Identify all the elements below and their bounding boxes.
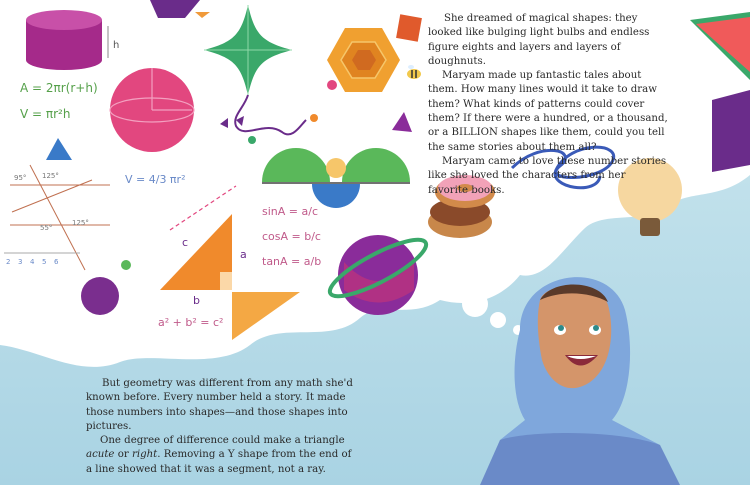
- svg-text:6: 6: [54, 258, 59, 266]
- dot-orange: [310, 114, 318, 122]
- story-text-bottom: [86, 377, 356, 477]
- angle-label-125-top: 125°: [42, 172, 59, 180]
- svg-text:5: 5: [42, 258, 47, 266]
- maryam-character: [480, 277, 680, 485]
- pink-sphere: [110, 68, 194, 152]
- story-text-top: [428, 12, 668, 198]
- dot-pink: [327, 80, 337, 90]
- side-a-label: a: [240, 248, 247, 261]
- dot-green: [248, 136, 256, 144]
- formula-tan: tanA = a/b: [262, 255, 322, 268]
- story-paragraph: One degree of difference could make a triangle acute or right. Removing a Y shape from the end of a line showed that it was a segment, not a ray.: [86, 435, 352, 475]
- story-paragraph: She dreamed of magical shapes: they looked like bulging light bulbs and endless figure eights and layers and layers of doughnuts.: [428, 13, 650, 67]
- formula-pythagoras: a² + b² = c²: [158, 316, 224, 329]
- angle-label-55: 55°: [40, 224, 53, 232]
- story-paragraph: But geometry was different from any math she'd known before. Every number held a story. It made those numbers into shapes—and those shapes into pictures.: [86, 378, 353, 432]
- formula-sphere-area: A = 2πr(r+h): [20, 81, 98, 95]
- thought-bubble-medium: [490, 312, 506, 328]
- thought-bubble-large: [462, 291, 488, 317]
- svg-text:3: 3: [18, 258, 23, 266]
- purple-cube: [712, 90, 750, 172]
- formula-cylinder-volume: V = πr²h: [20, 107, 71, 121]
- angle-label-125-bottom: 125°: [72, 219, 89, 227]
- svg-text:4: 4: [30, 258, 35, 266]
- story-paragraph: Maryam made up fantastic tales about them. How many lines would it take to draw them? What kinds of patterns could cover them? If there were a hundred, or a thousand, or a BILLION shapes like them, could you tell the same stories about them all?: [428, 70, 668, 153]
- formula-sin: sinA = a/c: [262, 205, 318, 218]
- purple-ball: [81, 277, 119, 315]
- cylinder-height-label: h: [113, 40, 120, 51]
- side-b-label: b: [193, 294, 200, 307]
- side-c-label: c: [182, 236, 189, 249]
- orange-cube: [396, 14, 422, 41]
- svg-text:2: 2: [6, 258, 11, 266]
- formula-sphere-volume: V = 4/3 πr²: [125, 173, 186, 186]
- angle-label-95: 95°: [14, 174, 27, 182]
- formula-cos: cosA = b/c: [262, 230, 321, 243]
- cylinder-shape: [26, 10, 108, 70]
- dot-green-2: [121, 260, 131, 270]
- story-paragraph: Maryam came to love these number stories like she loved the characters from her favorite books.: [428, 155, 667, 196]
